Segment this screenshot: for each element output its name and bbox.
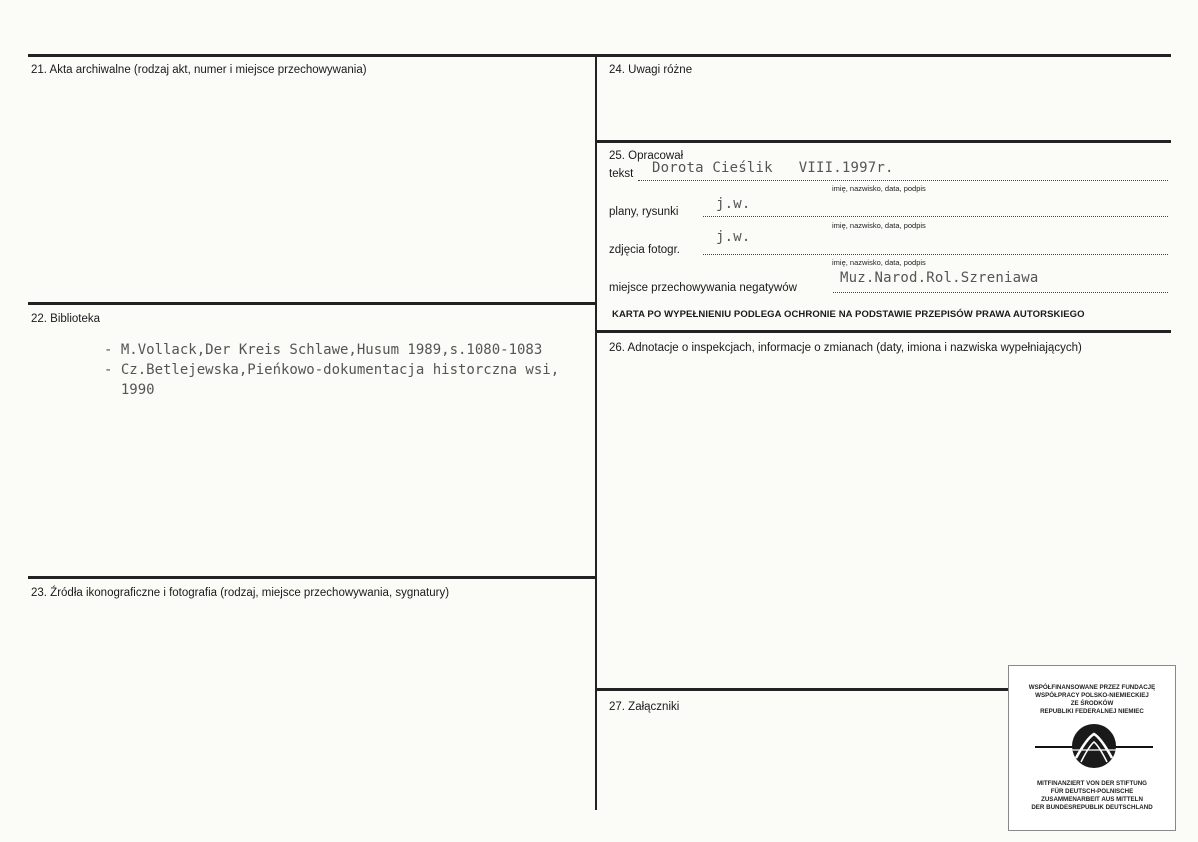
- section-23-title: 23. Źródła ikonograficzne i fotografia (rodzaj, miejsce przechowywania, sygnatury): [31, 587, 450, 599]
- center-divider: [595, 54, 597, 810]
- rule-23: [28, 576, 596, 579]
- tekst-dotted-line: [638, 180, 1168, 181]
- logo-bottom-text: MITFINANZIERT VON DER STIFTUNG FÜR DEUTSCH-POLNISCHE ZUSAMMENARBEIT AUS MITTELN DER BUNDESREPUBLIK DEUTSCHLAND: [1031, 780, 1153, 811]
- negatywy-label: miejsce przechowywania negatywów: [609, 282, 797, 294]
- section-21-title: 21. Akta archiwalne (rodzaj akt, numer i miejsce przechowywania): [31, 64, 367, 76]
- top-rule: [28, 54, 1171, 57]
- tekst-value: Dorota Cieślik VIII.1997r.: [652, 160, 894, 176]
- zdjecia-hint: imię, nazwisko, data, podpis: [832, 258, 926, 267]
- foundation-logo: [1008, 665, 1176, 831]
- bibliography-entry: 1990: [104, 382, 155, 398]
- tekst-label: tekst: [609, 168, 634, 180]
- section-24-title: 24. Uwagi różne: [609, 64, 693, 76]
- section-27-title: 27. Załączniki: [609, 701, 680, 713]
- bibliography-entry: - Cz.Betlejewska,Pieńkowo-dokumentacja historczna wsi,: [104, 362, 560, 378]
- negatywy-dotted-line: [833, 292, 1168, 293]
- rule-22: [28, 302, 596, 305]
- plany-value: j.w.: [716, 196, 751, 212]
- section-26-title: 26. Adnotacje o inspekcjach, informacje o zmianach (daty, imiona i nazwiska wypełniających): [609, 342, 1082, 354]
- rule-27: [597, 688, 1008, 691]
- plany-label: plany, rysunki: [609, 206, 679, 218]
- bibliography-entry: - M.Vollack,Der Kreis Schlawe,Husum 1989,s.1080-1083: [104, 342, 543, 358]
- bridge-emblem-icon: [1029, 718, 1157, 774]
- rule-26: [597, 330, 1171, 333]
- bibliography-list: [104, 340, 559, 400]
- section-25-title: 25. Opracował: [609, 150, 684, 162]
- plany-hint: imię, nazwisko, data, podpis: [832, 221, 926, 230]
- section-22-title: 22. Biblioteka: [31, 313, 101, 325]
- zdjecia-dotted-line: [703, 254, 1168, 255]
- copyright-notice: KARTA PO WYPEŁNIENIU PODLEGA OCHRONIE NA PODSTAWIE PRZEPISÓW PRAWA AUTORSKIEGO: [612, 309, 1085, 320]
- plany-dotted-line: [703, 216, 1168, 217]
- tekst-hint: imię, nazwisko, data, podpis: [832, 184, 926, 193]
- rule-25: [597, 140, 1171, 143]
- zdjecia-label: zdjęcia fotogr.: [609, 244, 680, 256]
- zdjecia-value: j.w.: [716, 229, 751, 245]
- negatywy-value: Muz.Narod.Rol.Szreniawa: [840, 270, 1039, 286]
- logo-top-text: WSPÓŁFINANSOWANE PRZEZ FUNDACJĘ WSPÓŁPRACY POLSKO-NIEMIECKIEJ ZE ŚRODKÓW REPUBLIKI FEDERALNEJ NIEMIEC: [1028, 684, 1156, 715]
